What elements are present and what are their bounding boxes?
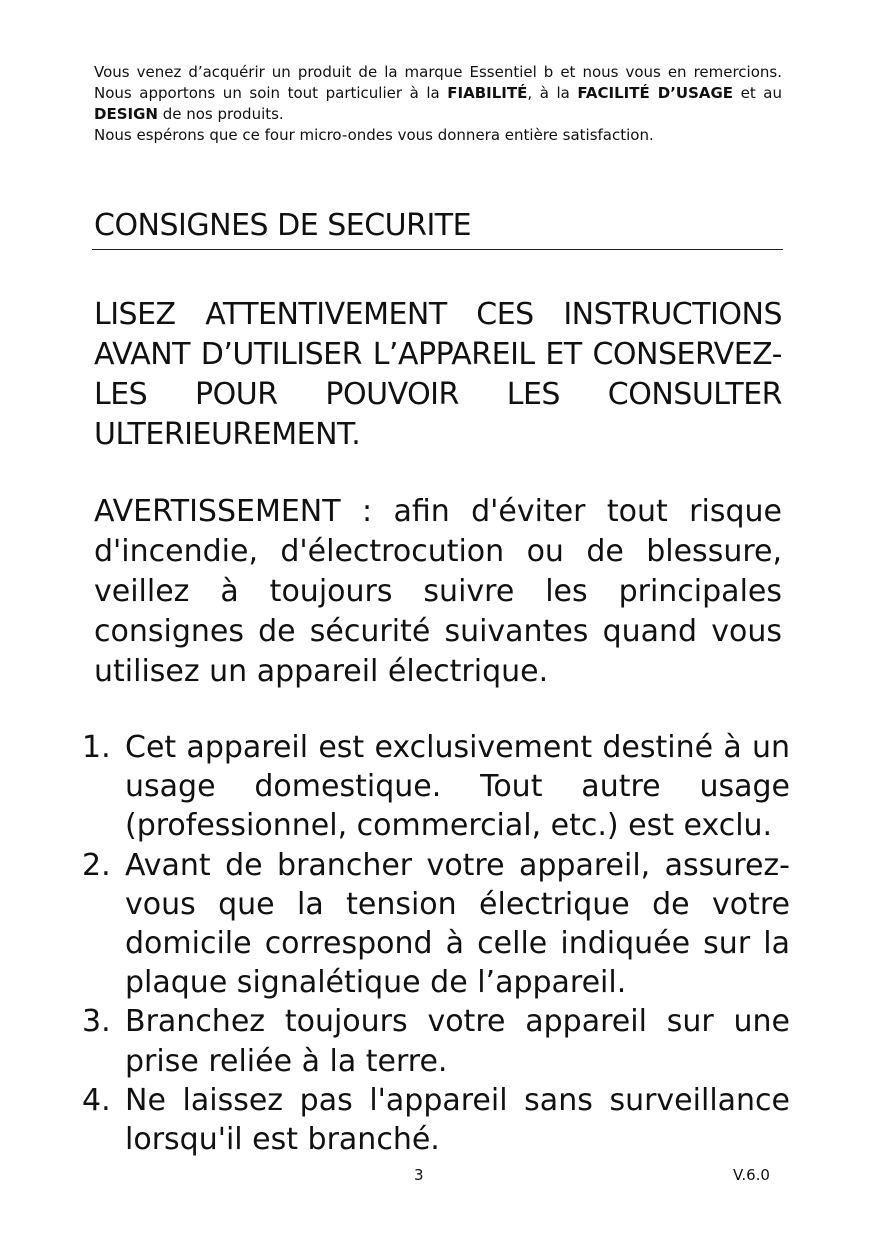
safety-list (82, 728, 790, 1159)
title-underline (92, 249, 783, 250)
intro-text-a: Vous venez d’acquérir un produit de la marque Essentiel b et nous vous en remercions. Nous apportons un soin tout particulier à la (94, 63, 782, 102)
list-item (82, 728, 790, 846)
item-text: Branchez toujours votre appareil sur une prise reliée à la terre. (125, 1004, 790, 1079)
item-text: Cet appareil est exclusivement destiné à un usage domestique. Tout autre usage (professionnel, commercial, etc.) est exclu. (125, 730, 790, 844)
item-number: 2. (82, 847, 111, 883)
intro-text (94, 62, 782, 146)
item-number: 3. (82, 1004, 111, 1040)
item-number: 1. (82, 730, 111, 765)
item-text: Ne laissez pas l'appareil sans surveillance lorsqu'il est branché. (125, 1082, 790, 1158)
intro-satisfaction: Nous espérons que ce four micro-ondes vous donnera entière satisfaction. (94, 126, 654, 144)
list-item (82, 1081, 790, 1159)
item-number: 4. (82, 1082, 111, 1118)
item-text: Avant de brancher votre appareil, assurez-vous que la tension électrique de votre domicile correspond à celle indiquée sur la plaque signalétique de l’appareil. (125, 847, 790, 1001)
intro-text-b: , à la (527, 84, 578, 102)
intro-paragraph (94, 62, 782, 125)
emphasis-fiabilite: FIABILITÉ (447, 84, 528, 102)
list-item (82, 846, 790, 1003)
version-label: V.6.0 (733, 1166, 770, 1184)
list-item (82, 1002, 790, 1080)
read-instructions-notice: LISEZ ATTENTIVEMENT CES INSTRUCTIONS AVANT D’UTILISER L’APPAREIL ET CONSERVEZ-LES POUR POUVOIR LES CONSULTER ULTERIEUREMENT. (94, 297, 782, 452)
section-title: CONSIGNES DE SECURITE (94, 208, 472, 243)
intro-text-c: et au (733, 84, 782, 102)
page-number: 3 (414, 1166, 424, 1184)
warning-paragraph: AVERTISSEMENT : afin d'éviter tout risque d'incendie, d'électrocution ou de blessure, veillez à toujours suivre les principales consignes de sécurité suivantes quand vous utilisez un appareil électrique. (94, 494, 782, 689)
emphasis-facilite: FACILITÉ D’USAGE (577, 84, 734, 102)
intro-text-d: de nos produits. (157, 105, 284, 123)
emphasis-design: DESIGN (94, 105, 158, 123)
